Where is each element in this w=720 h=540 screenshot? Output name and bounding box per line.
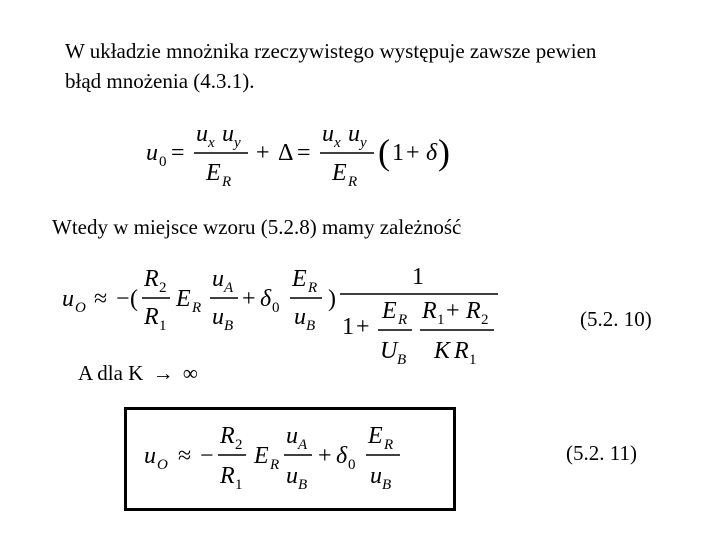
svg-text:E: E [292, 266, 307, 292]
svg-text:R: R [222, 174, 232, 190]
svg-text:1: 1 [342, 314, 354, 340]
svg-text:u: u [286, 423, 298, 449]
svg-text:u: u [212, 266, 224, 292]
svg-text:0: 0 [159, 154, 167, 170]
svg-text:x: x [208, 135, 215, 151]
svg-text:R: R [422, 298, 437, 324]
svg-text:y: y [234, 135, 241, 151]
svg-text:u: u [196, 121, 208, 147]
svg-text:=: = [171, 140, 185, 166]
svg-text:): ) [328, 286, 336, 312]
svg-text:u: u [322, 121, 334, 147]
svg-text:u: u [294, 304, 306, 330]
svg-text:R: R [384, 437, 394, 453]
svg-text:A: A [298, 437, 308, 453]
svg-text:2: 2 [159, 280, 167, 296]
svg-text:R: R [144, 304, 159, 330]
equation-error-model [140, 112, 460, 192]
svg-text:x: x [334, 135, 341, 151]
svg-text:B: B [382, 477, 392, 493]
svg-text:B: B [224, 318, 234, 334]
svg-text:Δ: Δ [278, 140, 294, 166]
svg-text:E: E [254, 443, 269, 469]
svg-text:+: + [318, 443, 332, 469]
svg-text:u: u [212, 304, 224, 330]
equation-5-2-11 [138, 417, 438, 507]
svg-text:1: 1 [469, 352, 477, 366]
intro-line-1: W układzie mnożnika rzeczywistego występuje zawsze pewien [65, 39, 597, 63]
svg-text:≈: ≈ [94, 286, 108, 312]
svg-text:=: = [297, 140, 311, 166]
svg-text:u: u [62, 286, 74, 312]
svg-text:+: + [446, 298, 460, 324]
svg-text:R: R [454, 338, 469, 364]
svg-text:1: 1 [437, 312, 445, 328]
svg-text:E: E [332, 160, 347, 186]
equation-label-5-2-10: (5.2. 10) [580, 307, 652, 331]
svg-text:U: U [380, 338, 398, 364]
svg-text:+: + [242, 286, 256, 312]
svg-text:E: E [176, 286, 191, 312]
intro-line-2: błąd mnożenia (4.3.1). [65, 69, 255, 93]
svg-text:2: 2 [481, 312, 489, 328]
svg-text:0: 0 [272, 300, 280, 316]
svg-text:1: 1 [235, 477, 243, 493]
svg-text:B: B [397, 352, 407, 366]
svg-text:K: K [434, 338, 451, 364]
svg-text:R: R [144, 266, 159, 292]
svg-text:R: R [192, 300, 202, 316]
svg-text:−: − [200, 443, 214, 469]
svg-text:B: B [306, 318, 316, 334]
svg-text:R: R [466, 298, 481, 324]
wtedy-line: Wtedy w miejsce wzoru (5.2.8) mamy zależność [52, 215, 462, 239]
limit-text: A dla K [78, 361, 144, 385]
svg-text:E: E [206, 160, 221, 186]
svg-text:E: E [382, 298, 397, 324]
svg-text:−: − [116, 286, 130, 312]
equation-label-5-2-11: (5.2. 11) [566, 441, 637, 465]
svg-text:O: O [75, 300, 86, 316]
svg-text:δ: δ [336, 443, 348, 469]
svg-text:≈: ≈ [178, 443, 192, 469]
svg-text:R: R [220, 423, 235, 449]
svg-text:2: 2 [235, 437, 243, 453]
svg-text:u: u [370, 463, 382, 489]
svg-text:R: R [348, 174, 358, 190]
svg-text:δ: δ [260, 286, 272, 312]
svg-text:+: + [406, 140, 420, 166]
svg-text:B: B [298, 477, 308, 493]
svg-text:): ) [438, 132, 450, 172]
svg-text:1: 1 [412, 264, 424, 290]
svg-text:u: u [144, 443, 156, 469]
arrow-symbol: → [152, 361, 174, 385]
svg-text:+: + [356, 314, 370, 340]
svg-text:u: u [222, 121, 234, 147]
svg-text:R: R [270, 457, 280, 473]
svg-text:R: R [308, 280, 318, 296]
svg-text:y: y [360, 135, 367, 151]
infinity-symbol: ∞ [182, 361, 198, 385]
svg-text:(: ( [130, 286, 138, 312]
svg-text:R: R [398, 312, 408, 328]
svg-text:u: u [146, 140, 158, 166]
limit-line [78, 360, 198, 386]
svg-text:1: 1 [159, 318, 167, 334]
svg-text:R: R [220, 463, 235, 489]
svg-text:0: 0 [348, 457, 356, 473]
svg-text:(: ( [378, 132, 390, 172]
equation-5-2-10 [60, 258, 510, 366]
svg-text:δ: δ [426, 140, 438, 166]
svg-text:u: u [286, 463, 298, 489]
svg-text:u: u [348, 121, 360, 147]
svg-text:O: O [157, 457, 168, 473]
svg-text:A: A [224, 280, 234, 296]
svg-text:1: 1 [392, 140, 404, 166]
svg-text:E: E [368, 423, 383, 449]
svg-text:+: + [256, 140, 270, 166]
